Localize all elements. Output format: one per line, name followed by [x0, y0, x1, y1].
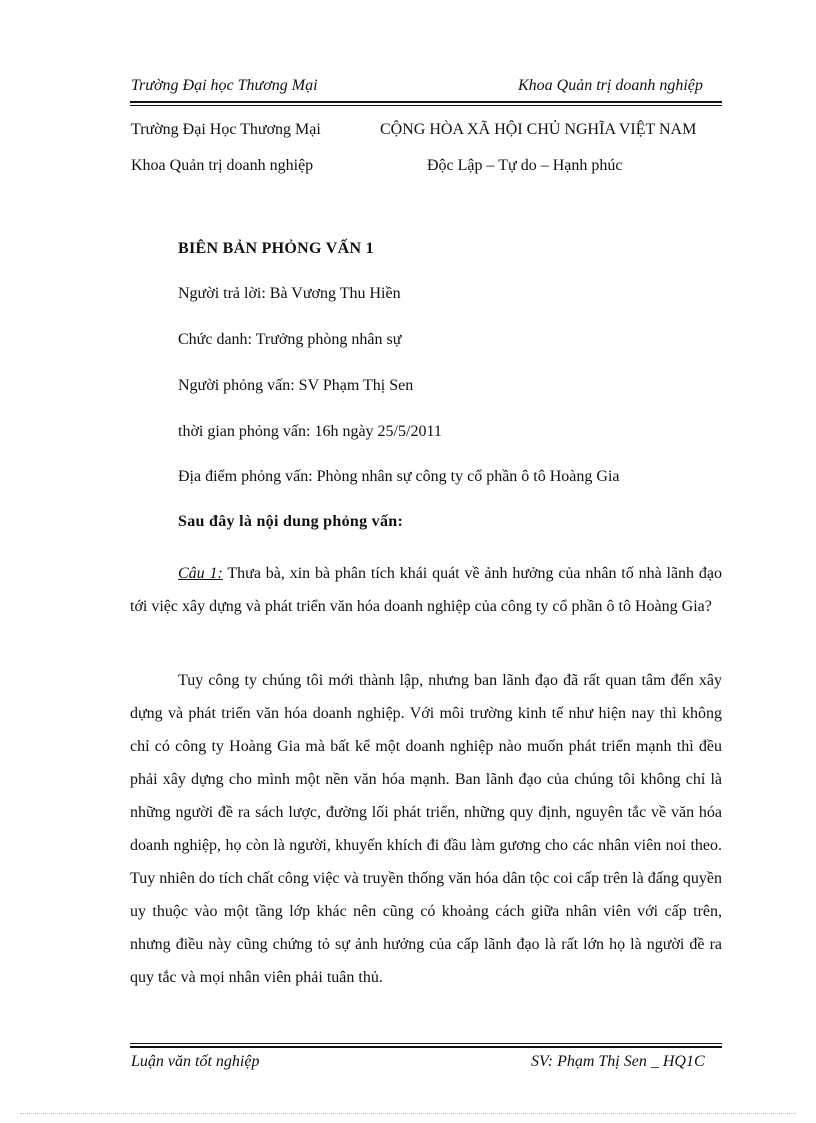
- running-header-right: Khoa Quản trị doanh nghiệp: [518, 77, 703, 94]
- respondent-line: Người trả lời: Bà Vương Thu Hiền: [178, 285, 401, 302]
- question-label: Câu 1:: [178, 565, 223, 582]
- time-line: thời gian phỏng vấn: 16h ngày 25/5/2011: [178, 423, 442, 440]
- interviewer-line: Người phỏng vấn: SV Phạm Thị Sen: [178, 377, 414, 394]
- answer-paragraph: Tuy công ty chúng tôi mới thành lập, nhưng ban lãnh đạo đã rất quan tâm đến xây dựng và phát triển văn hóa doanh nghiệp. Với môi trường kinh tế như hiện nay thì không chỉ có công ty Hoàng Gia mà bất kể một doanh nghiệp nào muốn phát triển mạnh thì đều phải xây dựng cho mình một nền văn hóa mạnh. Ban lãnh đạo của chúng tôi không chỉ là những người đề ra sách lược, đường lối phát triển, những quy định, nguyên tắc về văn hóa doanh nghiệp, họ còn là người, khuyến khích đi đầu làm gương cho các nhân viên noi theo. Tuy nhiên do tích chất công việc và truyền thống văn hóa dân tộc coi cấp trên là đấng quyền uy thuộc vào một tầng lớp khác nên cũng có khoảng cách giữa nhân viên với cấp trên, nhưng điều này cũng chứng tỏ sự ảnh hưởng của cấp lãnh đạo là rất lớn họ là người đề ra quy tắc và mọi nhân viên phải tuân thủ.: [130, 672, 722, 986]
- letterhead-faculty: Khoa Quản trị doanh nghiệp: [131, 157, 314, 174]
- location-line: Địa điểm phỏng vấn: Phòng nhân sự công ty cổ phần ô tô Hoàng Gia: [178, 468, 620, 485]
- letterhead-motto: Độc Lập – Tự do – Hạnh phúc: [427, 157, 623, 174]
- page-edge-dotted: [20, 1113, 796, 1114]
- footer-right: SV: Phạm Thị Sen _ HQ1C: [531, 1053, 705, 1070]
- position-line: Chức danh: Trưởng phòng nhân sự: [178, 331, 402, 348]
- question-text: Thưa bà, xin bà phân tích khái quát về ảnh hưởng của nhân tố nhà lãnh đạo tới việc xây dựng và phát triển văn hóa doanh nghiệp của công ty cổ phần ô tô Hoàng Gia?: [130, 565, 722, 615]
- footer-divider-thin: [130, 1043, 722, 1044]
- document-title: BIÊN BẢN PHỎNG VẤN 1: [178, 240, 374, 257]
- interview-intro: Sau đây là nội dung phỏng vấn:: [178, 513, 404, 530]
- header-divider-thick: [130, 101, 722, 103]
- running-header-left: Trường Đại học Thương Mại: [131, 77, 318, 94]
- letterhead-school: Trường Đại Học Thương Mại: [131, 121, 321, 138]
- footer-left: Luận văn tốt nghiệp: [131, 1053, 260, 1070]
- header-divider-thin: [130, 105, 722, 106]
- letterhead-nation: CỘNG HÒA XÃ HỘI CHỦ NGHĨA VIỆT NAM: [380, 121, 697, 138]
- footer-divider-thick: [130, 1046, 722, 1048]
- question-paragraph: [130, 557, 722, 623]
